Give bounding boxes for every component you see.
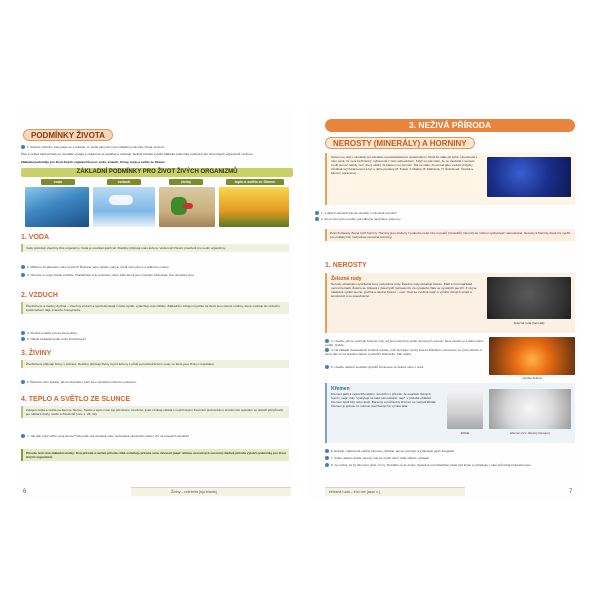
quartz-title: Křemen xyxy=(331,386,350,392)
quote-box xyxy=(325,153,575,205)
section-voda-title: 1. VODA xyxy=(21,234,50,241)
exercise-icon xyxy=(315,211,319,215)
exercise-icon xyxy=(21,273,25,277)
crystal-caption: křišťál xyxy=(460,431,470,435)
furnace-caption: výroba železa xyxy=(522,376,542,380)
exercise-3: 3. Otevřete si mapy Světlo a Pětka. Prohlédněte si je a řekněte, které části Země jsou nejsušší. Diskutujte. Sve domácký stroj. xyxy=(21,273,289,278)
exercise-5: 5. Odkud získávají kyslík vodní živočichové? xyxy=(21,337,289,342)
footer-vocab: železná ruda – iron ore [aɪən ɔː] xyxy=(329,490,380,494)
chip-teplo: teplo a světlo ze Slunce xyxy=(226,179,284,185)
intro-text: Živé a neživé části přírody se neustále vyvíjejí a vzájemně se doplňují a ovlivňují. Neživá příroda vytváří základní podmínky nezbytné pro život živých organizmů na Zemi. xyxy=(21,152,254,156)
intro-conditions: Základní podmínky pro život živých organizmů jsou: voda, vzduch, živiny, teplo a světlo ze Slunce xyxy=(21,160,166,164)
right-page xyxy=(307,105,579,501)
exercise-6: 6. Řekněte nebo zjistěte, jak se říká lidem, kteří jsou výhradně rostlinnou potravou. xyxy=(21,380,289,385)
quartz-box xyxy=(325,383,575,443)
footer-vocab: Živiny – nutrients [nju:triants] xyxy=(171,490,217,494)
lapis-image xyxy=(487,157,571,197)
ziviny-box: Živočichové přijímají živiny v potravě. Rostliny přijímají živiny svými kořeny z půdy a prostřednictvím vody, ve které jsou živiny rozpuštěné. xyxy=(21,360,289,368)
quartz-text: Křemen patří k nejrozšířenějším nerostům v přírodě. Je součástí různých hornin, např. žuly. Vyskytuje se také samostatně, např. v podobě oblázků. Křemen bývá bílý nebo šedý. Barevný a průhledný křemen se nazývá křišťál. Křemen je jednou ze surovin používaných k výrobě skla. xyxy=(331,392,437,408)
exercise-icon xyxy=(21,337,25,341)
iron-ore-text: Nerosty obsahující využitelné kovy nazýváme rudy. Železné rudy obsahují železo. Patří k nim například nerost hematit. Železo se získává z železných rud tavením za vysokého žáru ve vysokých pecích. Z něj se následně vyrábí pevné, pružné a odolné železo – ocel. Ocel se využívá např. k výrobě různých strojů a konstrukcí a ve stavebnictví. xyxy=(331,282,477,298)
exercise-icon xyxy=(325,456,329,460)
food-image xyxy=(159,187,215,227)
water-image xyxy=(25,187,89,227)
crystal-image xyxy=(447,389,483,429)
r-exercise-5: 5. Uveďte některé součásti výrobků zhotovené ze železa nebo z oceli. xyxy=(325,365,485,370)
left-page xyxy=(21,105,293,501)
hematite-caption: železná ruda (hematit) xyxy=(513,321,545,325)
exercise-icon xyxy=(21,380,25,384)
exercise-icon xyxy=(21,265,25,269)
cloud-shape xyxy=(109,195,133,205)
exercise-icon xyxy=(325,365,329,369)
sunflower-image xyxy=(219,187,289,227)
exercise-2: 2. Můžeme pít jakoukoli vodu na Zemi? Řekněte nebo zjistěte, jaký je rozdíl mezi pitnou a užitkovou vodou. xyxy=(21,265,289,270)
r-exercise-7: 7. Znáte některé drahé nerosty, kde se vyrábí sklo? Uděj můžete vyhledat. xyxy=(325,456,575,461)
exercise-1: 1. Zavřete učebnici. Zamyslete se a řekněte, co podle vás patří mezi základní podmínky života na Zemi. xyxy=(21,145,281,150)
exercise-icon xyxy=(21,145,25,149)
page-number: 6 xyxy=(23,489,27,495)
quartz-caption: křemen (tzv. obecný křemen) xyxy=(510,431,550,435)
chapter-title: 3. NEŽIVÁ PŘÍRODA xyxy=(325,119,575,132)
chip-vzduch: vzduch xyxy=(107,179,141,185)
voda-box: Vodu potřebují všechny živé organizmy. Voda je součástí jejich těl. Rostliny přijímají vodu kořeny. Voda tvoří životní prostředí pro vodní organizmy. xyxy=(21,244,289,252)
exercise-4: 4. Stručně popište proces fotosyntézy. xyxy=(21,331,289,336)
iron-ore-title: Železné rudy xyxy=(331,276,362,282)
section-title: NEROSTY (MINERÁLY) A HORNINY xyxy=(325,137,475,149)
chip-ziviny: živiny xyxy=(169,179,203,185)
hematite-image xyxy=(487,277,571,319)
section-ziviny-title: 3. ŽIVINY xyxy=(21,350,52,357)
furnace-image xyxy=(489,337,575,375)
r-exercise-1: 1. V jakých situacích kámen člověku v minulosti pomohl? xyxy=(315,211,573,216)
r-exercise-3: 3. Uveďte, jak se využívají železné rudy, jež jsou nazývány podle nerostných surovin, které člověk vy a dobe najvíc vyrábí. Ověřte. xyxy=(325,338,484,347)
exercise-icon xyxy=(21,434,25,438)
chip-voda: voda xyxy=(41,179,75,185)
conditions-banner: ZÁKLADNÍ PODMÍNKY PRO ŽIVOT ŽIVÝCH ORGANIZMŮ xyxy=(21,168,293,177)
beak-shape xyxy=(183,203,193,209)
r-exercise-6: 6. Existují i zabarvené odrůdy křemene. Zjistěte, jak se nazývají, a vyhledejte jejich fotografie. xyxy=(325,449,575,454)
r-exercise-4: 4. Na základě dosavadních znalostí uveďte, proč byl objev výroby železa důležitým momentem ve vývoji lidstva. K čemu lidé už od pravěku železo využívali? Diskutujte. Pak ověřte. xyxy=(325,347,483,356)
sky-image xyxy=(93,187,155,227)
teplo-box: Zdrojem tepla a světla na Zemi je Slunce. Světlo a teplo musí být přiměřené množství, jinak vznikají oblasti s nepříznivými životními podmínkami. Extrémním teplotám se dokáží přizpůsobit jen některé druhy rostlin a živočichů (více s. 28, 32). xyxy=(21,406,289,418)
iron-ore-box xyxy=(325,273,575,333)
r-exercise-8: 8. Je možné, že by tělo lesní pilné u hory. Rozdělte se do dvojic. Společně si prohlédněte písek pod lupou a vyhledejte v něm průsvitná zrnka křemene. xyxy=(325,463,575,468)
r-exercise-2: 2. Za pomoci textu uveďte, jak odborně nazýváme „kameny“. xyxy=(315,217,573,222)
page-number: 7 xyxy=(569,489,573,495)
section-nerosty-title: 1. NEROSTY xyxy=(325,262,367,269)
exercise-icon xyxy=(325,463,329,467)
vzduch-box: Živočichové a rostliny dýchají – všechny vzduch a spotřebovávají z něho kyslík, vydechují oxid uhličitý. Základním zdrojem kyslíku na Zemi jsou zelené rostliny, které uvolňují do vzduchu kyslík během děje zvaného fotosyntéza. xyxy=(21,302,289,314)
quote-text: Kámen se stal v minulosti pro člověka nepostradatelným společníkem. Nosil ho stále při sobě. Upevňoval v něm pocit, že není bezbranný, vybavoval v něm sebevědomí. Když se pak stalo, že se zaobíral s nemocí, zvolil pomoc někdy i ten, který věděl, že kámen mu pomohl. Tak se stalo, že temně jako vodník vždycky zůstával svým kamenem a byl u něho poutavý (Z. Kukal, J. Malina, B. Malinová, H. Šrámková: Člověk a kámen; upraveno). xyxy=(331,155,478,175)
exercise-icon xyxy=(21,331,25,335)
definition-box: Povrch planety Země tvoří horniny. Horniny jsou složeny z jednoho nebo více nerostů (minerálů). Nerosty se mohou vyskytovat i samostatně. Nerosty a horniny, které lze využít pro potřeby lidí, nazýváme nerostné suroviny. xyxy=(325,229,575,241)
section-vzduch-title: 2. VZDUCH xyxy=(21,292,58,299)
summary-box: Příroda tvoří dvě základní složky: živá příroda a neživá příroda. Obě ovlivňuje příroda svou činností (např. těžbou nerostných surovin). Neživá příroda vytváří podmínky pro život živých organizmů. xyxy=(21,449,289,461)
section-teplo-title: 4. TEPLO A SVĚTLO ZE SLUNCE xyxy=(21,396,131,403)
exercise-icon xyxy=(325,449,329,453)
exercise-7: 7. Jak rádi, když vidíte vývoj slunce? Má podle vás dostatek nebo nedostatek slunečního záření vliv na prospěch člověka? xyxy=(21,434,289,439)
quartz-image xyxy=(489,389,571,429)
exercise-icon xyxy=(315,217,319,221)
page-title: PODMÍNKY ŽIVOTA xyxy=(23,129,113,141)
